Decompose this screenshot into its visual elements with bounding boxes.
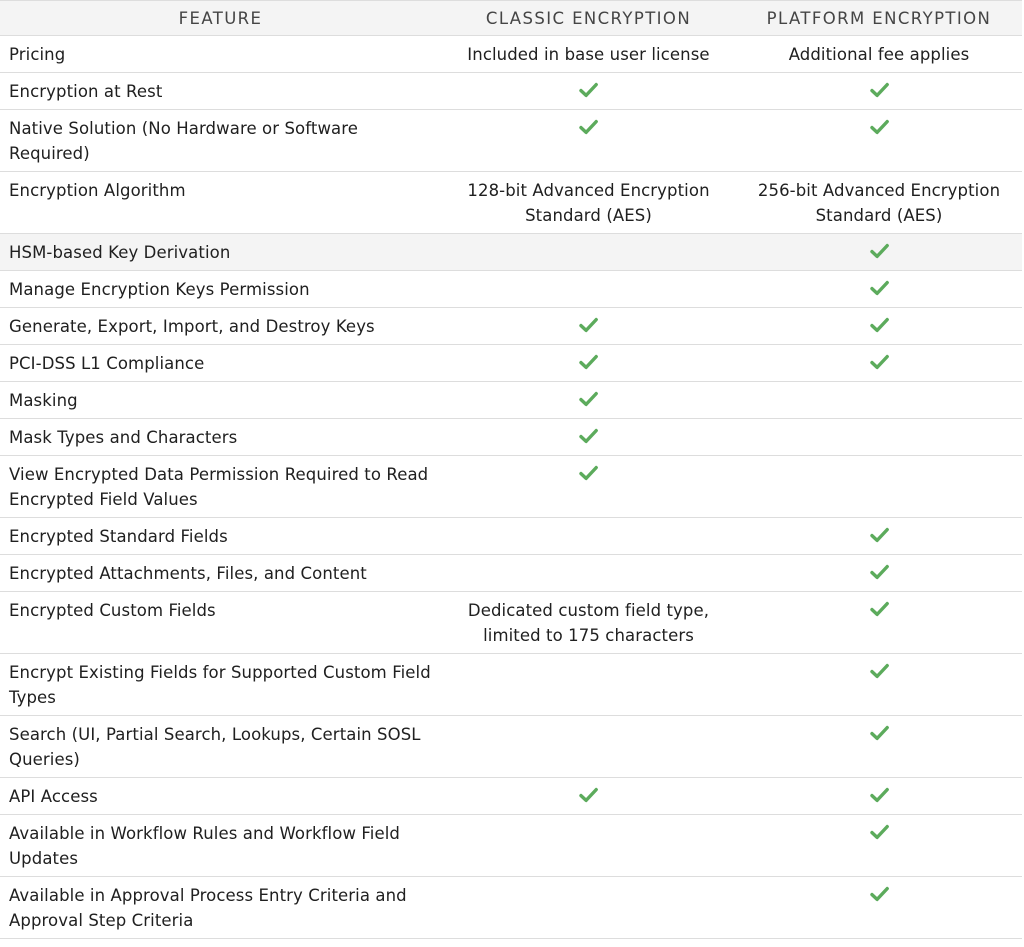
platform-encryption-cell <box>736 518 1022 555</box>
checkmark-icon <box>579 391 598 407</box>
classic-encryption-cell <box>441 172 736 234</box>
feature-cell <box>0 36 441 73</box>
header-classic-encryption: CLASSIC ENCRYPTION <box>441 1 736 36</box>
table-row <box>0 345 1022 382</box>
feature-label: Native Solution (No Hardware or Software Required) <box>9 119 359 163</box>
feature-label: Encryption Algorithm <box>9 181 186 200</box>
feature-cell <box>0 271 441 308</box>
feature-label: Encrypted Standard Fields <box>9 527 228 546</box>
checkmark-icon <box>870 725 889 741</box>
table-row <box>0 877 1022 939</box>
table-row <box>0 518 1022 555</box>
checkmark-icon <box>870 243 889 259</box>
table-row <box>0 815 1022 877</box>
checkmark-icon <box>870 317 889 333</box>
table-row <box>0 382 1022 419</box>
feature-label: Encrypted Attachments, Files, and Content <box>9 564 367 583</box>
classic-encryption-cell <box>441 110 736 172</box>
table-row <box>0 778 1022 815</box>
classic-encryption-value: Dedicated custom field type, limited to 175 characters <box>467 601 710 645</box>
classic-encryption-cell <box>441 592 736 654</box>
checkmark-icon <box>870 564 889 580</box>
header-row <box>0 1 1022 36</box>
platform-encryption-cell <box>736 592 1022 654</box>
checkmark-icon <box>870 527 889 543</box>
table-row <box>0 716 1022 778</box>
classic-encryption-cell <box>441 73 736 110</box>
feature-label: Encryption at Rest <box>9 82 163 101</box>
table-row <box>0 555 1022 592</box>
platform-encryption-cell <box>736 172 1022 234</box>
feature-cell <box>0 815 441 877</box>
checkmark-icon <box>579 317 598 333</box>
checkmark-icon <box>870 886 889 902</box>
platform-encryption-cell <box>736 73 1022 110</box>
platform-encryption-cell <box>736 654 1022 716</box>
platform-encryption-cell <box>736 456 1022 518</box>
platform-encryption-cell <box>736 36 1022 73</box>
feature-label: Available in Workflow Rules and Workflow Field Updates <box>9 824 400 868</box>
table-row <box>0 456 1022 518</box>
feature-label: HSM-based Key Derivation <box>9 243 231 262</box>
platform-encryption-cell <box>736 419 1022 456</box>
table-row <box>0 234 1022 271</box>
feature-cell <box>0 382 441 419</box>
checkmark-icon <box>870 119 889 135</box>
feature-cell <box>0 234 441 271</box>
platform-encryption-cell <box>736 308 1022 345</box>
feature-cell <box>0 73 441 110</box>
checkmark-icon <box>579 787 598 803</box>
classic-encryption-cell <box>441 382 736 419</box>
table-body <box>0 36 1022 939</box>
table-row <box>0 271 1022 308</box>
classic-encryption-value: Included in base user license <box>467 45 710 64</box>
table-row <box>0 36 1022 73</box>
table-row <box>0 592 1022 654</box>
header-feature: FEATURE <box>0 1 441 36</box>
classic-encryption-cell <box>441 36 736 73</box>
header-platform-encryption: PLATFORM ENCRYPTION <box>736 1 1022 36</box>
feature-label: PCI-DSS L1 Compliance <box>9 354 205 373</box>
feature-cell <box>0 555 441 592</box>
platform-encryption-cell <box>736 110 1022 172</box>
table-header <box>0 1 1022 36</box>
feature-cell <box>0 110 441 172</box>
feature-label: Available in Approval Process Entry Criteria and Approval Step Criteria <box>9 886 407 930</box>
classic-encryption-cell <box>441 815 736 877</box>
table-row <box>0 419 1022 456</box>
feature-cell <box>0 172 441 234</box>
table-row <box>0 73 1022 110</box>
table-row <box>0 172 1022 234</box>
feature-label: Encrypt Existing Fields for Supported Custom Field Types <box>9 663 431 707</box>
platform-encryption-value: 256-bit Advanced Encryption Standard (AES) <box>757 181 1001 225</box>
checkmark-icon <box>870 824 889 840</box>
classic-encryption-value: 128-bit Advanced Encryption Standard (AES) <box>467 181 710 225</box>
classic-encryption-cell <box>441 555 736 592</box>
classic-encryption-cell <box>441 877 736 939</box>
table-row <box>0 654 1022 716</box>
classic-encryption-cell <box>441 716 736 778</box>
feature-label: Encrypted Custom Fields <box>9 601 216 620</box>
platform-encryption-cell <box>736 778 1022 815</box>
checkmark-icon <box>579 82 598 98</box>
classic-encryption-cell <box>441 345 736 382</box>
platform-encryption-cell <box>736 815 1022 877</box>
checkmark-icon <box>870 787 889 803</box>
feature-cell <box>0 518 441 555</box>
feature-label: Mask Types and Characters <box>9 428 238 447</box>
platform-encryption-cell <box>736 555 1022 592</box>
classic-encryption-cell <box>441 456 736 518</box>
platform-encryption-cell <box>736 382 1022 419</box>
checkmark-icon <box>870 280 889 296</box>
feature-cell <box>0 308 441 345</box>
classic-encryption-cell <box>441 419 736 456</box>
table-row <box>0 308 1022 345</box>
feature-cell <box>0 654 441 716</box>
checkmark-icon <box>579 354 598 370</box>
feature-label: Search (UI, Partial Search, Lookups, Certain SOSL Queries) <box>9 725 421 769</box>
feature-cell <box>0 456 441 518</box>
checkmark-icon <box>579 119 598 135</box>
classic-encryption-cell <box>441 654 736 716</box>
feature-label: Pricing <box>9 45 66 64</box>
feature-cell <box>0 419 441 456</box>
platform-encryption-value: Additional fee applies <box>788 45 970 64</box>
checkmark-icon <box>870 82 889 98</box>
platform-encryption-cell <box>736 877 1022 939</box>
feature-label: Masking <box>9 391 78 410</box>
feature-label: Manage Encryption Keys Permission <box>9 280 310 299</box>
feature-cell <box>0 716 441 778</box>
platform-encryption-cell <box>736 234 1022 271</box>
checkmark-icon <box>870 601 889 617</box>
checkmark-icon <box>579 465 598 481</box>
feature-label: API Access <box>9 787 98 806</box>
platform-encryption-cell <box>736 345 1022 382</box>
feature-cell <box>0 592 441 654</box>
classic-encryption-cell <box>441 518 736 555</box>
checkmark-icon <box>579 428 598 444</box>
feature-label: Generate, Export, Import, and Destroy Keys <box>9 317 375 336</box>
feature-cell <box>0 345 441 382</box>
feature-label: View Encrypted Data Permission Required to Read Encrypted Field Values <box>9 465 429 509</box>
platform-encryption-cell <box>736 716 1022 778</box>
classic-encryption-cell <box>441 271 736 308</box>
platform-encryption-cell <box>736 271 1022 308</box>
feature-cell <box>0 778 441 815</box>
classic-encryption-cell <box>441 234 736 271</box>
checkmark-icon <box>870 663 889 679</box>
checkmark-icon <box>870 354 889 370</box>
classic-encryption-cell <box>441 308 736 345</box>
feature-cell <box>0 877 441 939</box>
classic-encryption-cell <box>441 778 736 815</box>
table-row <box>0 110 1022 172</box>
